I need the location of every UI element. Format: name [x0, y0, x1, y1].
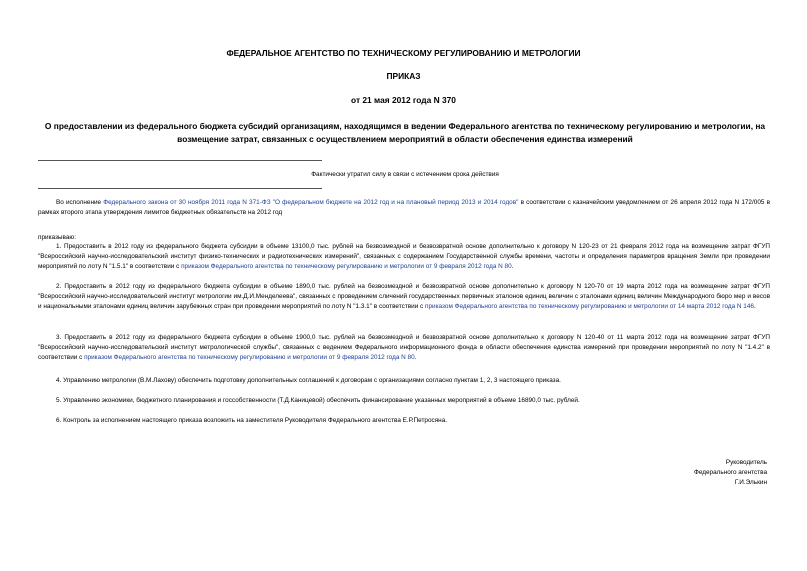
order-146-link[interactable]: приказом Федерального агентства по техническому регулированию и метрологии от 14 марта 2012 года N 146 — [425, 303, 754, 311]
divider-top — [38, 160, 322, 161]
divider-bottom — [38, 188, 322, 189]
status-note: Фактически утратил силу в связи с истечением срока действия — [311, 171, 499, 178]
signature-organization: Федерального агентства — [693, 469, 767, 476]
order-item-3: 3. Предоставить в 2012 году из федерального бюджета субсидии в объеме 1900,0 тыс. рублей на безвозмездной и безвозвратной основе дополнительно к договору N 120-40 от 11 марта 2012 года на возмещение затрат ФГУП "Всероссийский научно-исследовательский институт метрологической службы", связанных с ведением Федерального информационного фонда в области обеспечения единства измерений при проведении мероприятий по лоту N "1.4.2" в соответствии с приказом Федерального агентства по техническому регулированию и метрологии от 9 февраля 2012 года N 80. — [38, 334, 770, 362]
order-item-4: 4. Управлению метрологии (В.М.Лахову) обеспечить подготовку дополнительных соглашений к договорам с организациями согласно пунктам 1, 2, 3 настоящего приказа. — [56, 377, 561, 384]
signature-name: Г.И.Элькин — [734, 479, 767, 486]
order-item-5: 5. Управлению экономики, бюджетного планирования и госсобственности (Т.Д.Каницевой) обеспечить финансирование указанных мероприятий в объеме 16890,0 тыс. рублей. — [56, 397, 580, 404]
order-verb: приказываю: — [38, 234, 76, 241]
order-80-link-2[interactable]: приказом Федерального агентства по техническому регулированию и метрологии от 9 февраля 2012 года N 80 — [84, 354, 415, 362]
order-80-link[interactable]: приказом Федерального агентства по техническому регулированию и метрологии от 9 февраля 2012 года N 80 — [181, 263, 512, 271]
order-item-1: 1. Предоставить в 2012 году из федерального бюджета субсидии в объеме 13100,0 тыс. рублей на безвозмездной и безвозвратной основе дополнительно к договору N 120-23 от 21 февраля 2012 года на возмещение затрат ФГУП "Всероссийский научно-исследовательский институт физико-технических и радиотехнических измерений", связанных с содержанием Государственной службы времени, частоты и определения параметров вращения Земли при проведении мероприятий по лоту N "1.5.1" в соответствии с приказом Федерального агентства по техническому регулированию и метрологии от 9 февраля 2012 года N 80. — [38, 243, 770, 271]
order-item-6: 6. Контроль за исполнением настоящего приказа возложить на заместителя Руководителя Федерального агентства Е.Р.Петросяна. — [56, 417, 448, 424]
order-item-2: 2. Предоставить в 2012 году из федерального бюджета субсидии в объеме 1890,0 тыс. рублей на безвозмездной и безвозвратной основе дополнительно к договору N 120-70 от 19 марта 2012 года на возмещение затрат ФГУП "Всероссийский научно-исследовательский институт метрологии им.Д.И.Менделеева", связанных с проведением сличений государственных первичных эталонов единиц величин с эталонами единиц величин Международного бюро мер и весов и национальными эталонами единиц величин зарубежных стран при проведении мероприятий по лоту N "1.3.1" в соответствии с приказом Федерального агентства по техническому регулированию и метрологии от 14 марта 2012 года N 146. — [38, 283, 770, 311]
document-type: ПРИКАЗ — [386, 71, 421, 81]
signature-position: Руководитель — [725, 459, 767, 466]
agency-title: ФЕДЕРАЛЬНОЕ АГЕНТСТВО ПО ТЕХНИЧЕСКОМУ РЕГУЛИРОВАНИЮ И МЕТРОЛОГИИ — [226, 48, 581, 58]
document-date-number: от 21 мая 2012 года N 370 — [351, 95, 456, 105]
document-subject: О предоставлении из федерального бюджета субсидий организациям, находящимся в ведении Федерального агентства по техническому регулированию и метрологии, на возмещение затрат, связанных с осуществлением мероприятий в области обеспечения единства измерений — [44, 121, 766, 144]
federal-law-link[interactable]: Федерального закона от 30 ноября 2011 года N 371-ФЗ "О федеральном бюджете на 2012 год и на плановый период 2013 и 2014 годов" — [103, 199, 519, 206]
intro-paragraph: Во исполнение Федерального закона от 30 ноября 2011 года N 371-ФЗ "О федеральном бюджете на 2012 год и на плановый период 2013 и 2014 годов" в соответствии с казначейским уведомлением от 26 апреля 2012 года N 172/005 в рамках второго этапа утверждения лимитов бюджетных обязательств на 2012 год — [38, 199, 770, 217]
